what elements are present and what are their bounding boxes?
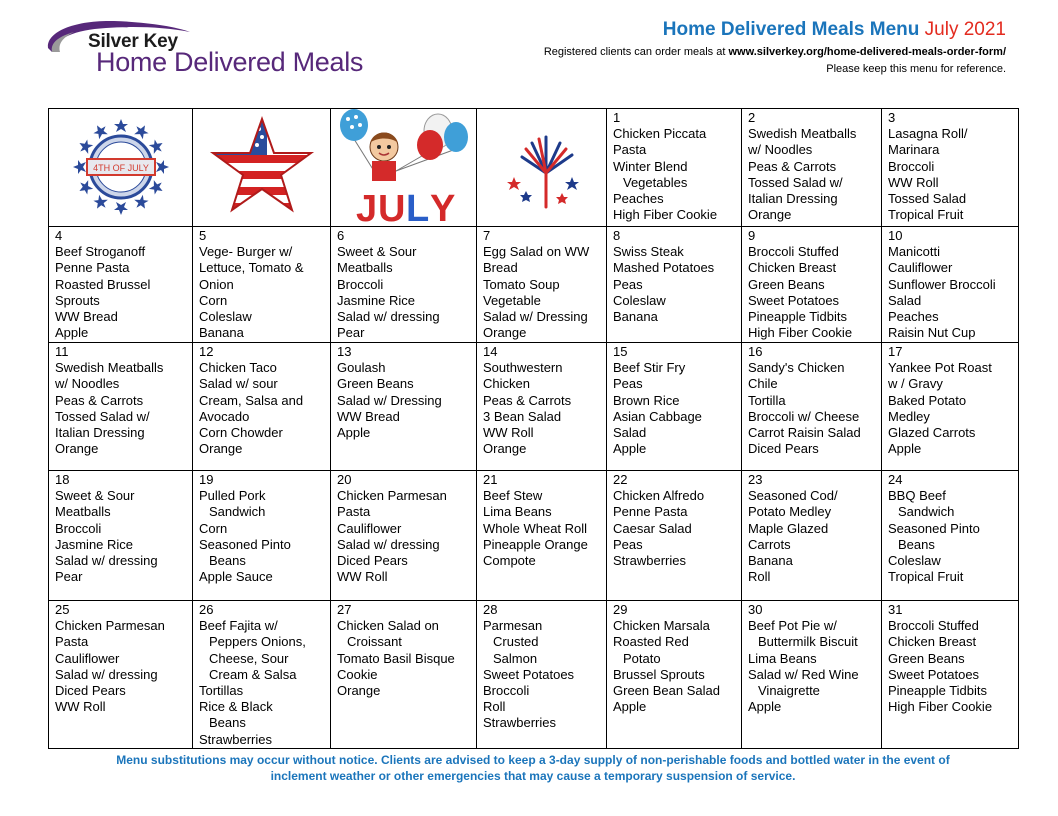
meal-item: Banana	[199, 325, 244, 341]
meal-item: Apple	[613, 699, 647, 715]
meal-item: Peaches	[613, 191, 664, 207]
meal-item: Sweet Potatoes	[888, 666, 980, 682]
meal-item: Roll	[748, 569, 771, 585]
menu-title: Home Delivered Meals Menu	[662, 19, 920, 40]
meal-item: Chicken Parmesan	[55, 618, 165, 634]
day-number: 16	[748, 344, 763, 359]
meal-item: WW Bread	[337, 408, 400, 424]
day-cell-28	[477, 601, 607, 749]
day-number: 24	[888, 472, 903, 487]
meal-item: Potato Medley	[748, 504, 832, 520]
day-number: 29	[613, 602, 628, 617]
meal-item: Tossed Salad w/	[748, 174, 843, 190]
day-number: 19	[199, 472, 214, 487]
day-number: 1	[613, 110, 621, 125]
meal-item: Orange	[483, 325, 527, 341]
day-number: 22	[613, 472, 628, 487]
meal-item: Italian Dressing	[55, 425, 145, 441]
meal-item: Onion	[199, 276, 234, 292]
meal-item: Tropical Fruit	[888, 207, 964, 223]
meal-item: Sweet & Sour	[55, 488, 135, 504]
meal-item: Croissant	[347, 634, 402, 650]
meal-item: Apple	[748, 699, 782, 715]
meal-item: Beans	[209, 553, 246, 569]
meal-item: Vege- Burger w/	[199, 244, 293, 260]
meal-item: Beef Stir Fry	[613, 360, 686, 376]
meal-item: Green Beans	[888, 650, 965, 666]
meal-item: Chicken Parmesan	[337, 488, 447, 504]
july-boy-cell	[331, 109, 477, 227]
meal-item: Apple	[55, 325, 89, 341]
meal-item: Sunflower Broccoli	[888, 276, 996, 292]
footer-line-1: Menu substitutions may occur without notice. Clients are advised to keep a 3-day supply of non-perishable foods and bottled water in the event of	[116, 753, 950, 767]
meal-item: Orange	[337, 683, 381, 699]
meal-item: Winter Blend	[613, 158, 688, 174]
meal-item: Tortilla	[748, 392, 786, 408]
meal-item: Broccoli w/ Cheese	[748, 408, 860, 424]
meal-item: w/ Noodles	[55, 376, 120, 392]
meal-item: Peppers Onions,	[209, 634, 306, 650]
meal-item: WW Roll	[337, 569, 388, 585]
day-cell-12	[193, 343, 331, 471]
day-number: 25	[55, 602, 70, 617]
day-number: 10	[888, 228, 903, 243]
meal-item: Salad	[888, 292, 922, 308]
meal-item: Caesar Salad	[613, 520, 692, 536]
meal-item: w / Gravy	[888, 376, 943, 392]
july-boy-balloons-icon	[334, 109, 474, 225]
flag-star-cell	[193, 109, 331, 227]
meal-item: Diced Pears	[55, 683, 126, 699]
meal-item: Roll	[483, 699, 506, 715]
day-number: 26	[199, 602, 214, 617]
day-number: 6	[337, 228, 345, 243]
meal-item: Sprouts	[55, 292, 100, 308]
meal-item: Peas & Carrots	[55, 392, 144, 408]
meal-item: Marinara	[888, 142, 940, 158]
meal-item: Tomato Basil Bisque	[337, 650, 455, 666]
meal-item: Meatballs	[55, 504, 111, 520]
july-letter-y: Y	[429, 188, 455, 225]
meal-item: Tossed Salad w/	[55, 408, 150, 424]
meal-item: Lima Beans	[748, 650, 817, 666]
meal-item: Cauliflower	[55, 650, 120, 666]
day-number: 3	[888, 110, 896, 125]
meal-item: Salad	[613, 425, 647, 441]
day-cell-27	[331, 601, 477, 749]
meal-item: Salad w/ dressing	[337, 536, 440, 552]
meal-item: Beef Stew	[483, 488, 543, 504]
meal-item: Pasta	[337, 504, 371, 520]
fourth-of-july-badge-icon	[71, 117, 171, 217]
meal-item: Diced Pears	[748, 441, 819, 457]
day-cell-3	[882, 109, 1019, 227]
meal-item: Salad w/ dressing	[55, 666, 158, 682]
meal-item: Carrots	[748, 536, 791, 552]
day-number: 15	[613, 344, 628, 359]
meal-item: Seasoned Pinto	[888, 520, 980, 536]
meal-item: Orange	[55, 441, 99, 457]
page-title	[663, 19, 1006, 41]
badge-text: 4TH OF JULY	[92, 163, 149, 173]
meal-item: Sweet Potatoes	[483, 666, 575, 682]
day-cell-20	[331, 471, 477, 601]
meal-item: Sandy's Chicken	[748, 360, 845, 376]
meal-item: w/ Noodles	[748, 142, 813, 158]
day-number: 17	[888, 344, 903, 359]
fireworks-cell	[477, 109, 607, 227]
meal-item: Peaches	[888, 309, 939, 325]
meal-item: Chicken Breast	[748, 260, 837, 276]
meal-item: Italian Dressing	[748, 191, 838, 207]
meal-item: Avocado	[199, 408, 250, 424]
day-cell-2	[742, 109, 882, 227]
meal-item: Salad w/ Red Wine	[748, 666, 859, 682]
day-cell-29	[607, 601, 742, 749]
meal-item: Broccoli	[337, 276, 384, 292]
meal-item: Beans	[209, 715, 246, 731]
day-number: 4	[55, 228, 63, 243]
meal-item: Broccoli	[888, 158, 935, 174]
day-cell-13	[331, 343, 477, 471]
day-number: 31	[888, 602, 903, 617]
day-number: 20	[337, 472, 352, 487]
meal-item: Coleslaw	[613, 292, 666, 308]
day-cell-7	[477, 227, 607, 343]
meal-item: WW Roll	[55, 699, 106, 715]
meal-item: Pasta	[613, 142, 647, 158]
calendar-week-4	[49, 471, 1019, 601]
meal-item: Broccoli Stuffed	[748, 244, 839, 260]
day-number: 28	[483, 602, 498, 617]
meal-item: Cookie	[337, 666, 378, 682]
footer-notice	[48, 752, 1018, 784]
meal-item: Chicken Salad on	[337, 618, 439, 634]
meal-item: Medley	[888, 408, 930, 424]
meal-item: Swiss Steak	[613, 244, 684, 260]
meal-item: Goulash	[337, 360, 386, 376]
day-cell-15	[607, 343, 742, 471]
meal-item: Strawberries	[199, 731, 272, 747]
meal-item: Roasted Brussel	[55, 276, 151, 292]
meal-item: Cheese, Sour	[209, 650, 289, 666]
day-cell-1	[607, 109, 742, 227]
meal-item: Tomato Soup	[483, 276, 560, 292]
day-cell-16	[742, 343, 882, 471]
meal-item: Jasmine Rice	[337, 292, 416, 308]
meal-item: Parmesan	[483, 618, 543, 634]
day-cell-18	[49, 471, 193, 601]
meal-item: Banana	[613, 309, 658, 325]
meal-item: Apple	[888, 441, 922, 457]
meal-item: Pineapple Tidbits	[748, 309, 848, 325]
day-cell-9	[742, 227, 882, 343]
meal-item: Salad w/ dressing	[55, 553, 158, 569]
day-number: 21	[483, 472, 498, 487]
meal-item: Salad w/ sour	[199, 376, 278, 392]
july-letter-j: J	[355, 188, 377, 225]
meal-item: Banana	[748, 553, 793, 569]
day-number: 18	[55, 472, 70, 487]
meal-item: Tropical Fruit	[888, 569, 964, 585]
meal-item: WW Bread	[55, 309, 118, 325]
meal-item: Beef Stroganoff	[55, 244, 146, 260]
meal-item: Glazed Carrots	[888, 425, 976, 441]
meal-item: Green Bean Salad	[613, 683, 720, 699]
meal-item: Bread	[483, 260, 518, 276]
july-letter-u: U	[377, 188, 405, 225]
calendar-week-1	[49, 109, 1019, 227]
day-number: 23	[748, 472, 763, 487]
day-cell-30	[742, 601, 882, 749]
meal-item: Brown Rice	[613, 392, 680, 408]
july-letter-l: L	[405, 188, 429, 225]
meal-item: Asian Cabbage	[613, 408, 702, 424]
meal-item: Beef Fajita w/	[199, 618, 278, 634]
meal-item: 3 Bean Salad	[483, 408, 562, 424]
meal-item: Cauliflower	[337, 520, 402, 536]
day-number: 30	[748, 602, 763, 617]
day-cell-24	[882, 471, 1019, 601]
fourth-of-july-badge-cell	[49, 109, 193, 227]
menu-calendar	[48, 108, 1019, 749]
meal-item: Sandwich	[898, 504, 955, 520]
meal-item: WW Roll	[888, 174, 939, 190]
meal-item: Meatballs	[337, 260, 393, 276]
silver-key-logo	[44, 18, 414, 80]
day-cell-19	[193, 471, 331, 601]
meal-item: Tortillas	[199, 683, 244, 699]
day-cell-6	[331, 227, 477, 343]
meal-item: Salad w/ Dressing	[483, 309, 588, 325]
meal-item: Orange	[483, 441, 527, 457]
meal-item: Vinaigrette	[758, 683, 820, 699]
day-number: 7	[483, 228, 491, 243]
meal-item: Beans	[898, 536, 935, 552]
meal-item: Pear	[337, 325, 365, 341]
meal-item: Broccoli	[55, 520, 102, 536]
meal-item: Pineapple Tidbits	[888, 683, 988, 699]
meal-item: High Fiber Cookie	[888, 699, 993, 715]
calendar-week-3	[49, 343, 1019, 471]
meal-item: Cream, Salsa and	[199, 392, 304, 408]
footer-line-2: inclement weather or other emergencies that may cause a temporary suspension of service.	[270, 769, 796, 783]
meal-item: Swedish Meatballs	[55, 360, 164, 376]
day-cell-31	[882, 601, 1019, 749]
day-cell-14	[477, 343, 607, 471]
calendar-week-5	[49, 601, 1019, 749]
day-cell-10	[882, 227, 1019, 343]
order-text: Registered clients can order meals at	[543, 46, 729, 58]
day-number: 2	[748, 110, 756, 125]
meal-item: Sweet & Sour	[337, 244, 417, 260]
meal-item: Cauliflower	[888, 260, 953, 276]
meal-item: Corn Chowder	[199, 425, 283, 441]
day-cell-17	[882, 343, 1019, 471]
meal-item: Orange	[199, 441, 243, 457]
meal-item: Penne Pasta	[55, 260, 130, 276]
meal-item: High Fiber Cookie	[613, 207, 718, 223]
day-number: 9	[748, 228, 756, 243]
meal-item: Beef Pot Pie w/	[748, 618, 837, 634]
meal-item: Coleslaw	[888, 553, 941, 569]
day-cell-21	[477, 471, 607, 601]
meal-item: Peas	[613, 276, 643, 292]
meal-item: Vegetable	[483, 292, 541, 308]
meal-item: Broccoli Stuffed	[888, 618, 979, 634]
meal-item: Corn	[199, 292, 228, 308]
meal-item: Jasmine Rice	[55, 536, 134, 552]
meal-item: Swedish Meatballs	[748, 126, 857, 142]
meal-item: Manicotti	[888, 244, 941, 260]
meal-item: Salmon	[493, 650, 538, 666]
meal-item: Mashed Potatoes	[613, 260, 715, 276]
meal-item: Broccoli	[483, 683, 530, 699]
meal-item: Southwestern	[483, 360, 563, 376]
meal-item: Crusted	[493, 634, 539, 650]
meal-item: Potato	[623, 650, 661, 666]
meal-item: Brussel Sprouts	[613, 666, 705, 682]
meal-item: Baked Potato	[888, 392, 967, 408]
flag-star-icon	[207, 115, 317, 215]
meal-item: Peas & Carrots	[748, 158, 837, 174]
day-number: 13	[337, 344, 352, 359]
meal-item: Coleslaw	[199, 309, 252, 325]
meal-item: Compote	[483, 553, 536, 569]
meal-item: Peas	[613, 536, 643, 552]
day-number: 27	[337, 602, 352, 617]
logo-subtitle: Home Delivered Meals	[96, 47, 364, 77]
day-cell-11	[49, 343, 193, 471]
logo-brand-text: Silver Key	[88, 31, 178, 52]
meal-item: Tossed Salad	[888, 191, 967, 207]
meal-item: Peas	[613, 376, 643, 392]
day-number: 11	[55, 344, 69, 359]
day-cell-8	[607, 227, 742, 343]
meal-item: Raisin Nut Cup	[888, 325, 976, 341]
meal-item: Chicken Alfredo	[613, 488, 705, 504]
meal-item: Egg Salad on WW	[483, 244, 590, 260]
meal-item: Whole Wheat Roll	[483, 520, 588, 536]
day-cell-5	[193, 227, 331, 343]
meal-item: Apple Sauce	[199, 569, 273, 585]
meal-item: Seasoned Cod/	[748, 488, 838, 504]
meal-item: Sweet Potatoes	[748, 292, 840, 308]
meal-item: Lasagna Roll/	[888, 126, 968, 142]
day-number: 8	[613, 228, 621, 243]
day-cell-25	[49, 601, 193, 749]
meal-item: Chicken Piccata	[613, 126, 707, 142]
meal-item: Apple	[337, 425, 371, 441]
meal-item: Orange	[748, 207, 792, 223]
fireworks-icon	[502, 125, 582, 215]
meal-item: Seasoned Pinto	[199, 536, 291, 552]
meal-item: Strawberries	[483, 715, 556, 731]
day-number: 5	[199, 228, 207, 243]
meal-item: Maple Glazed	[748, 520, 829, 536]
day-cell-22	[607, 471, 742, 601]
meal-item: Pear	[55, 569, 83, 585]
day-number: 14	[483, 344, 498, 359]
meal-item: Roasted Red	[613, 634, 689, 650]
meal-item: Chile	[748, 376, 778, 392]
meal-item: Cream & Salsa	[209, 666, 297, 682]
meal-item: Pasta	[55, 634, 89, 650]
meal-item: Lettuce, Tomato &	[199, 260, 304, 276]
keep-note: Please keep this menu for reference.	[826, 63, 1006, 75]
meal-item: Diced Pears	[337, 553, 408, 569]
meal-item: Green Beans	[337, 376, 414, 392]
day-number: 12	[199, 344, 214, 359]
meal-item: High Fiber Cookie	[748, 325, 853, 341]
calendar-week-2	[49, 227, 1019, 343]
day-cell-4	[49, 227, 193, 343]
meal-item: Lima Beans	[483, 504, 552, 520]
meal-item: Penne Pasta	[613, 504, 688, 520]
meal-item: Strawberries	[613, 553, 686, 569]
meal-item: WW Roll	[483, 425, 534, 441]
meal-item: Vegetables	[623, 174, 688, 190]
meal-item: Chicken Breast	[888, 634, 977, 650]
meal-item: Salad w/ Dressing	[337, 392, 442, 408]
menu-month: July 2021	[924, 19, 1006, 40]
meal-item: Salad w/ dressing	[337, 309, 440, 325]
meal-item: Chicken	[483, 376, 530, 392]
meal-item: Corn	[199, 520, 228, 536]
order-info	[544, 46, 1006, 58]
meal-item: Sandwich	[209, 504, 266, 520]
meal-item: Chicken Taco	[199, 360, 277, 376]
meal-item: Pineapple Orange	[483, 536, 588, 552]
meal-item: Peas & Carrots	[483, 392, 572, 408]
meal-item: Rice & Black	[199, 699, 273, 715]
meal-item: Pulled Pork	[199, 488, 266, 504]
meal-item: Apple	[613, 441, 647, 457]
meal-item: BBQ Beef	[888, 488, 946, 504]
meal-item: Buttermilk Biscuit	[758, 634, 858, 650]
day-cell-26	[193, 601, 331, 749]
meal-item: Green Beans	[748, 276, 825, 292]
meal-item: Yankee Pot Roast	[888, 360, 992, 376]
order-url-link[interactable]: www.silverkey.org/home-delivered-meals-order-form/	[728, 46, 1006, 58]
meal-item: Carrot Raisin Salad	[748, 425, 861, 441]
meal-item: Chicken Marsala	[613, 618, 710, 634]
day-cell-23	[742, 471, 882, 601]
